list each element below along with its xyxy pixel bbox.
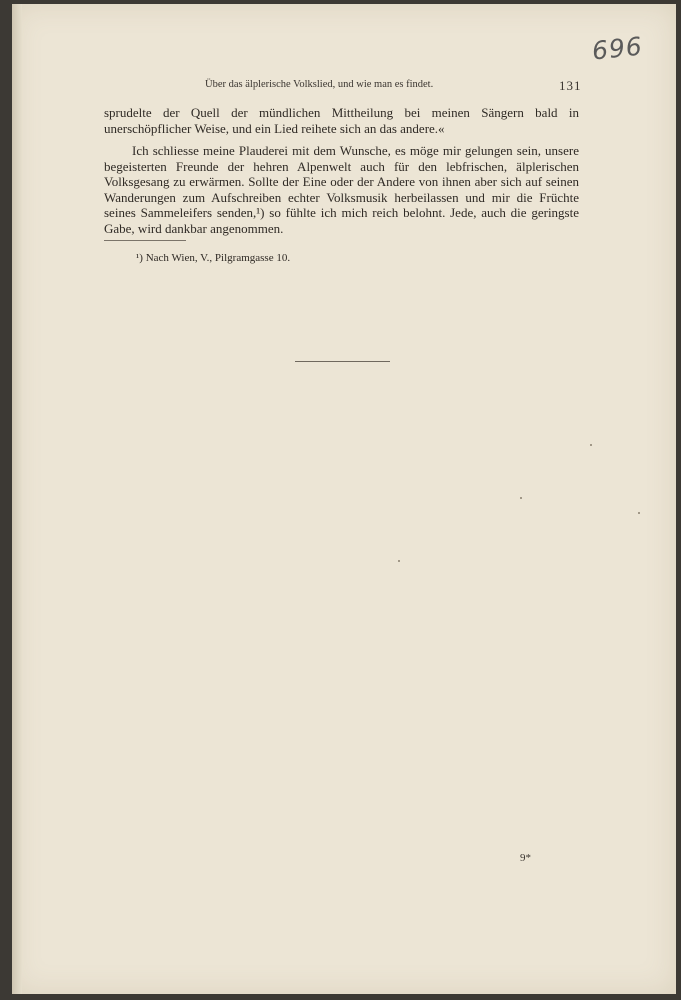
paragraph-1: sprudelte der Quell der mündlichen Mittheilung bei meinen Sängern bald in unerschöpflicher Weise, und ein Lied reihete sich an das andere.«	[104, 105, 579, 136]
footnote: ¹) Nach Wien, V., Pilgramgasse 10.	[136, 252, 291, 264]
paper-speck	[590, 444, 592, 446]
paper-speck	[638, 512, 640, 514]
paper-speck	[398, 560, 400, 562]
footnote-divider	[104, 240, 186, 241]
signature-mark: 9*	[520, 852, 531, 864]
page-number: 131	[559, 78, 582, 93]
paper-speck	[520, 497, 522, 499]
paragraph-2: Ich schliesse meine Plauderei mit dem Wunsche, es möge mir gelungen sein, unsere begeisterten Freunde der hehren Alpenwelt auch für den lebfrischen, älplerischen Volksgesang zu erwärmen. Sollte der Eine oder der Andere von ihnen aber sich auf seinen Wanderungen zum Aufschreiben echter Volksmusik herbeilassen und mir die Früchte seines Sammeleifers senden,¹) so fühlte ich mich reich belohnt. Jede, auch die geringste Gabe, wird dankbar angenommen.	[104, 143, 579, 236]
section-end-rule	[295, 361, 390, 362]
running-head: Über das älplerische Volkslied, und wie man es findet.	[205, 79, 434, 90]
page-gutter	[12, 4, 22, 994]
handwritten-annotation: 696	[590, 31, 645, 66]
